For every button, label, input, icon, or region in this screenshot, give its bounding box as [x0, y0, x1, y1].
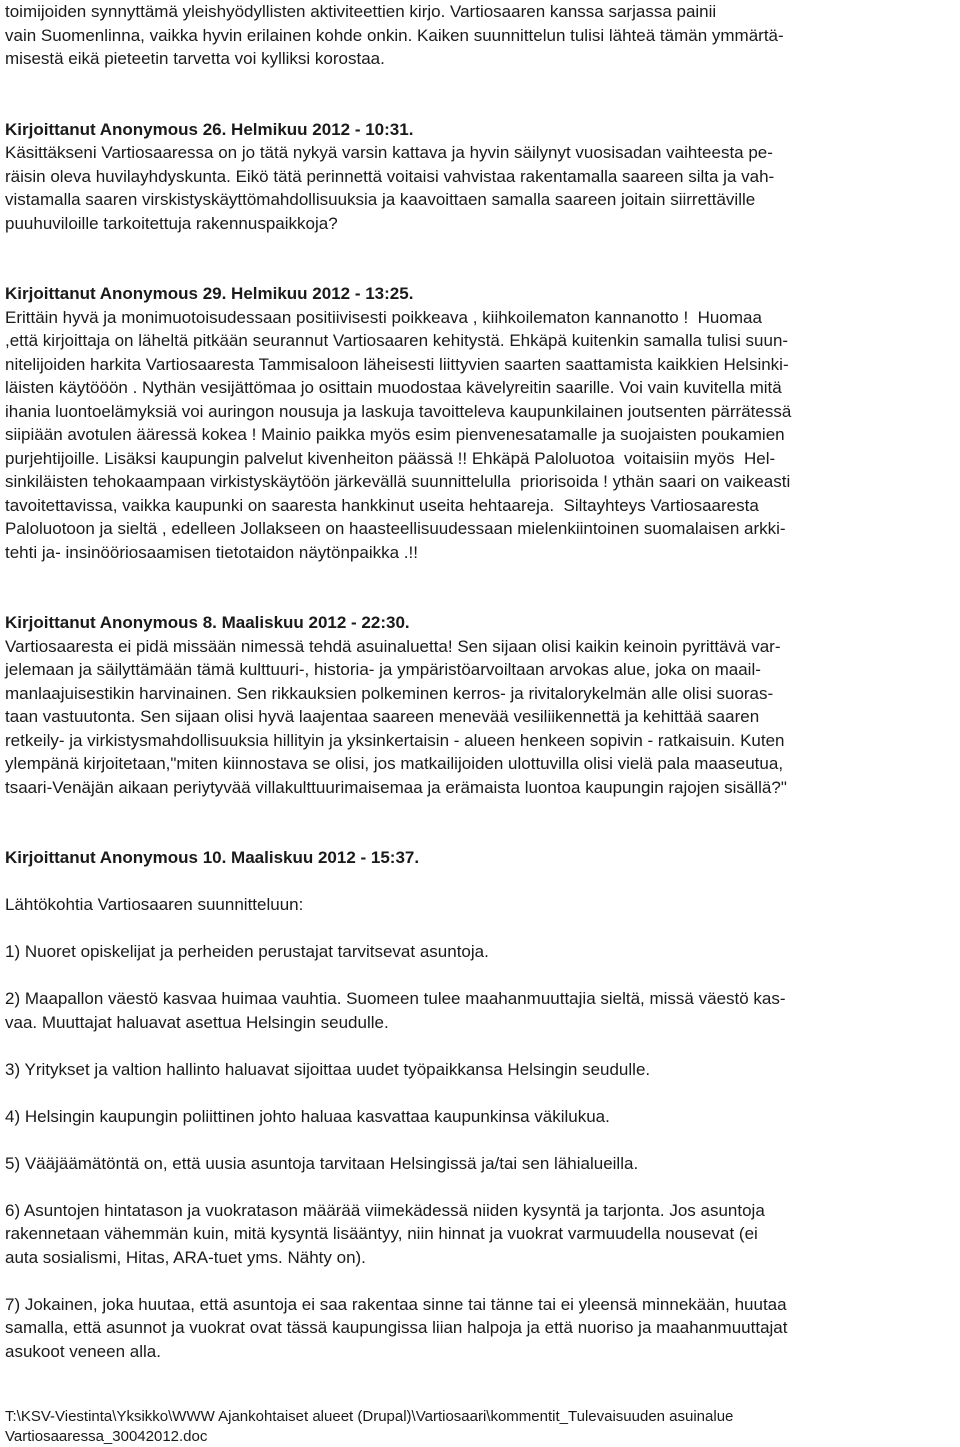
intro-paragraph — [5, 0, 957, 71]
text-line: ihania luontoelämyksiä voi auringon nousuja ja laskuja tavoitteleva kaupunkilainen joutsenten pärrätessä — [5, 401, 792, 421]
list-item-continuation: rakennetaan vähemmän kuin, mitä kysyntä lisääntyy, niin hinnat ja vuokrat varmuudella nousevat (ei — [5, 1224, 758, 1243]
footer-filename: Vartiosaaressa_30042012.doc — [5, 1428, 208, 1445]
comment — [5, 611, 957, 799]
text-line: retkeily- ja virkistysmahdollisuuksia hillityin ja yksinkertaisin - alueen henkeen sopivin - ratkaisuin. Kuten — [5, 730, 785, 750]
list-item: 5) Vääjäämätöntä on, että uusia asuntoja tarvitaan Helsingissä ja/tai sen lähialueilla. — [5, 1153, 639, 1173]
list-item-continuation: vaa. Muuttajat haluavat asettua Helsingin seudulle. — [5, 1012, 389, 1032]
comment — [5, 118, 957, 236]
text-line: vain Suomenlinna, vaikka hyvin erilainen kohde onkin. Kaiken suunnittelun tulisi lähteä tämän ymmärtä- — [5, 25, 784, 45]
text-line: siipiään avotulen ääressä kokea ! Mainio paikka myös esim pienvenesatamalle ja suojaisten poukamien — [5, 425, 785, 444]
text-line: läisten käytööön . Nythän vesijättömaa jo osittain muodostaa kävelyreitin saarille. Voi vain kuvitella mitä — [5, 378, 782, 397]
list-item-continuation: asukoot veneen alla. — [5, 1341, 161, 1361]
text-line: tavoitettavissa, vaikka kaupunki on saaresta hankkinut useita hehtaareja. Siltayhteys Vartiosaaresta — [5, 495, 759, 515]
text-line: Käsittäkseni Vartiosaaressa on jo tätä nykyä varsin kattava ja hyvin säilynyt vuosisadan vaihteesta pe- — [5, 143, 773, 162]
text-line: sinkiläisten tehokaampaan virkistyskäytöön järkevällä suunnittelulla priorisoida ! ythän saari on vaikeasti — [5, 472, 791, 491]
list-item: 6) Asuntojen hintatason ja vuokratason määrää viimekädessä niiden kysyntä ja tarjonta. Jos asuntoja — [5, 1200, 765, 1220]
comment — [5, 282, 957, 564]
comment-heading: Kirjoittanut Anonymous 29. Helmikuu 2012 - 13:25. — [5, 284, 414, 303]
text-line: vistamalla saaren virskistyskäyttömahdollisuuksia ja kaavoittaen samalla saareen joitain siirrettäville — [5, 190, 756, 209]
document-page — [5, 0, 957, 1363]
text-line: ylempänä kirjoitetaan,"miten kiinnostava se olisi, jos matkailijoiden ulottuvilla olisi vielä pala maaseutua, — [5, 754, 784, 773]
text-line: ,että kirjoittaja on läheltä pitkään seurannut Vartiosaaren kehitystä. Ehkäpä kuitenkin samalla tulisi suun- — [5, 331, 789, 350]
text-line: Vartiosaaresta ei pidä missään nimessä tehdä asuinaluetta! Sen sijaan olisi kaikin keinoin pyrittävä var- — [5, 636, 781, 656]
text-line: Erittäin hyvä ja monimuotoisudessaan positiivisesti poikkeava , kiihkoilematon kannanotto ! Huomaa — [5, 307, 762, 327]
text-line: misestä eikä pieteetin tarvetta voi kylliksi korostaa. — [5, 49, 385, 68]
text-line: räisin oleva huvilayhdyskunta. Eikö tätä perinnettä voitaisi vahvistaa rakentamalla saareen silta ja vah- — [5, 166, 775, 186]
text-line: nitelijoiden harkita Vartiosaaresta Tammisaloon läheisesti liittyvien saarten saattamista kaikkien Helsinki- — [5, 354, 789, 374]
list-item-continuation: auta sosialismi, Hitas, ARA-tuet yms. Nähty on). — [5, 1247, 366, 1267]
text-line: purjehtijoille. Lisäksi kaupungin palvelut kivenheiton päässä !! Ehkäpä Paloluotoa voitaisiin myös Hel- — [5, 448, 776, 468]
text-line: tehti ja- insinööriosaamisen tietotaidon näytönpaikka .!! — [5, 542, 418, 562]
comment-heading: Kirjoittanut Anonymous 10. Maaliskuu 2012 - 15:37. — [5, 848, 420, 867]
list-item: 3) Yritykset ja valtion hallinto haluavat sijoittaa uudet työpaikkansa Helsingin seudulle. — [5, 1059, 651, 1079]
text-line: tsaari-Venäjän aikaan periytyvää villakulttuurimaisemaa ja erämaista luontoa kaupungin rajojen sisällä?" — [5, 777, 787, 797]
text-line: taan vastuutonta. Sen sijaan olisi hyvä laajentaa saareen menevää vesiliikennettä ja kehittää saaren — [5, 707, 760, 726]
list-item: 4) Helsingin kaupungin poliittinen johto haluaa kasvattaa kaupunkinsa väkilukua. — [5, 1106, 610, 1126]
text-line: toimijoiden synnyttämä yleishyödyllisten aktiviteettien kirjo. Vartiosaaren kanssa sarjassa painii — [5, 2, 717, 21]
list-item: 2) Maapallon väestö kasvaa huimaa vauhtia. Suomeen tulee maahanmuuttajia sieltä, missä väestö kas- — [5, 989, 786, 1008]
text-line: manlaajuisestikin harvinainen. Sen rikkauksien polkeminen kerros- ja rivitalorykelmän alle olisi suoras- — [5, 683, 774, 703]
comment — [5, 846, 957, 1363]
comment-heading: Kirjoittanut Anonymous 26. Helmikuu 2012 - 10:31. — [5, 119, 414, 139]
list-item-continuation: samalla, että asunnot ja vuokrat ovat tässä kaupungissa liian halpoja ja että nuoriso ja maahanmuuttajat — [5, 1318, 788, 1337]
text-line: puuhuviloille tarkoitettuja rakennuspaikkoja? — [5, 213, 338, 233]
footer-path: T:\KSV-Viestinta\Yksikko\WWW Ajankohtaiset alueet (Drupal)\Vartiosaari\kommentit_Tulevaisuuden asuinalue — [5, 1408, 734, 1425]
text-line: Paloluotoon ja sieltä , edelleen Jollakseen on haasteellisuudessaan mielenkiintoinen suomalaisen arkki- — [5, 519, 786, 538]
list-item: 7) Jokainen, joka huutaa, että asuntoja ei saa rakentaa sinne tai tänne tai ei yleensä minnekään, huutaa — [5, 1294, 787, 1314]
text-line: jelemaan ja säilyttämään tämä kulttuuri-, historia- ja ympäristöarvoiltaan arvokas alue, joka on maail- — [5, 660, 761, 679]
text-line: Lähtökohtia Vartiosaaren suunnitteluun: — [5, 895, 304, 914]
comment-heading: Kirjoittanut Anonymous 8. Maaliskuu 2012 - 22:30. — [5, 613, 410, 632]
document-footer — [5, 1407, 957, 1447]
list-item: 1) Nuoret opiskelijat ja perheiden perustajat tarvitsevat asuntoja. — [5, 942, 489, 961]
